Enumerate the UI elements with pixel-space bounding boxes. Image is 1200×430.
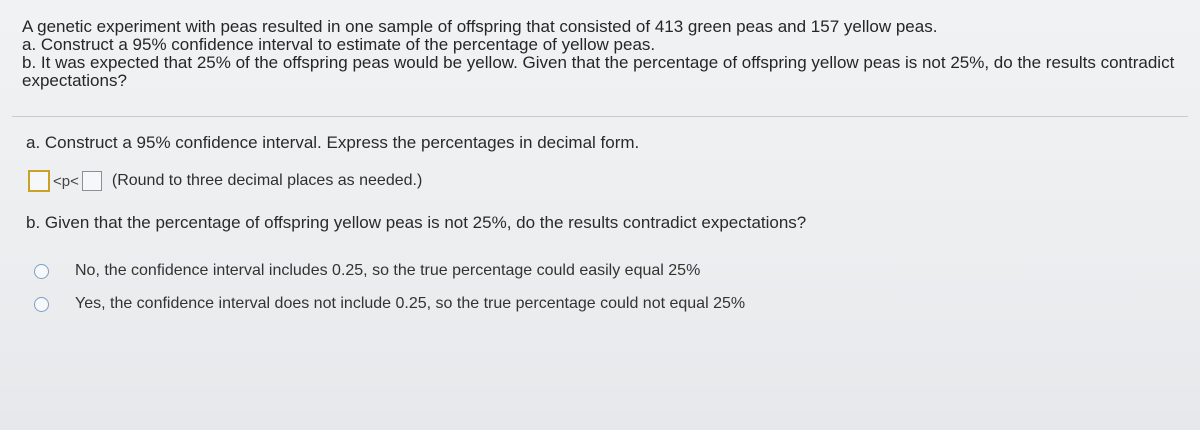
option-label: Yes, the confidence interval does not include 0.25, so the true percentage could not equal 25% <box>75 295 746 312</box>
rounding-note: (Round to three decimal places as needed.) <box>111 172 423 189</box>
problem-line: expectations? <box>22 71 127 90</box>
option-label: No, the confidence interval includes 0.25, so the true percentage could easily equal 25% <box>75 262 701 279</box>
lower-bound-input[interactable] <box>28 170 50 192</box>
answer-option-no[interactable] <box>34 262 700 280</box>
problem-statement <box>22 18 1182 90</box>
part-b-heading: b. Given that the percentage of offspring yellow peas is not 25%, do the results contradict expectations? <box>26 213 807 232</box>
section-divider <box>12 116 1188 117</box>
problem-line: b. It was expected that 25% of the offspring peas would be yellow. Given that the percentage of offspring yellow peas is not 25%, do the results contradict <box>22 53 1175 72</box>
answer-option-yes[interactable] <box>34 295 745 313</box>
confidence-interval-row <box>28 168 422 194</box>
problem-line: A genetic experiment with peas resulted in one sample of offspring that consisted of 413 green peas and 157 yellow peas. <box>22 17 938 36</box>
inequality-symbol: <p< <box>53 172 79 190</box>
radio-button[interactable] <box>34 297 49 312</box>
part-a-heading: a. Construct a 95% confidence interval. Express the percentages in decimal form. <box>26 133 640 152</box>
upper-bound-input[interactable] <box>82 171 102 191</box>
radio-button[interactable] <box>34 264 49 279</box>
problem-line: a. Construct a 95% confidence interval to estimate of the percentage of yellow peas. <box>22 35 656 54</box>
